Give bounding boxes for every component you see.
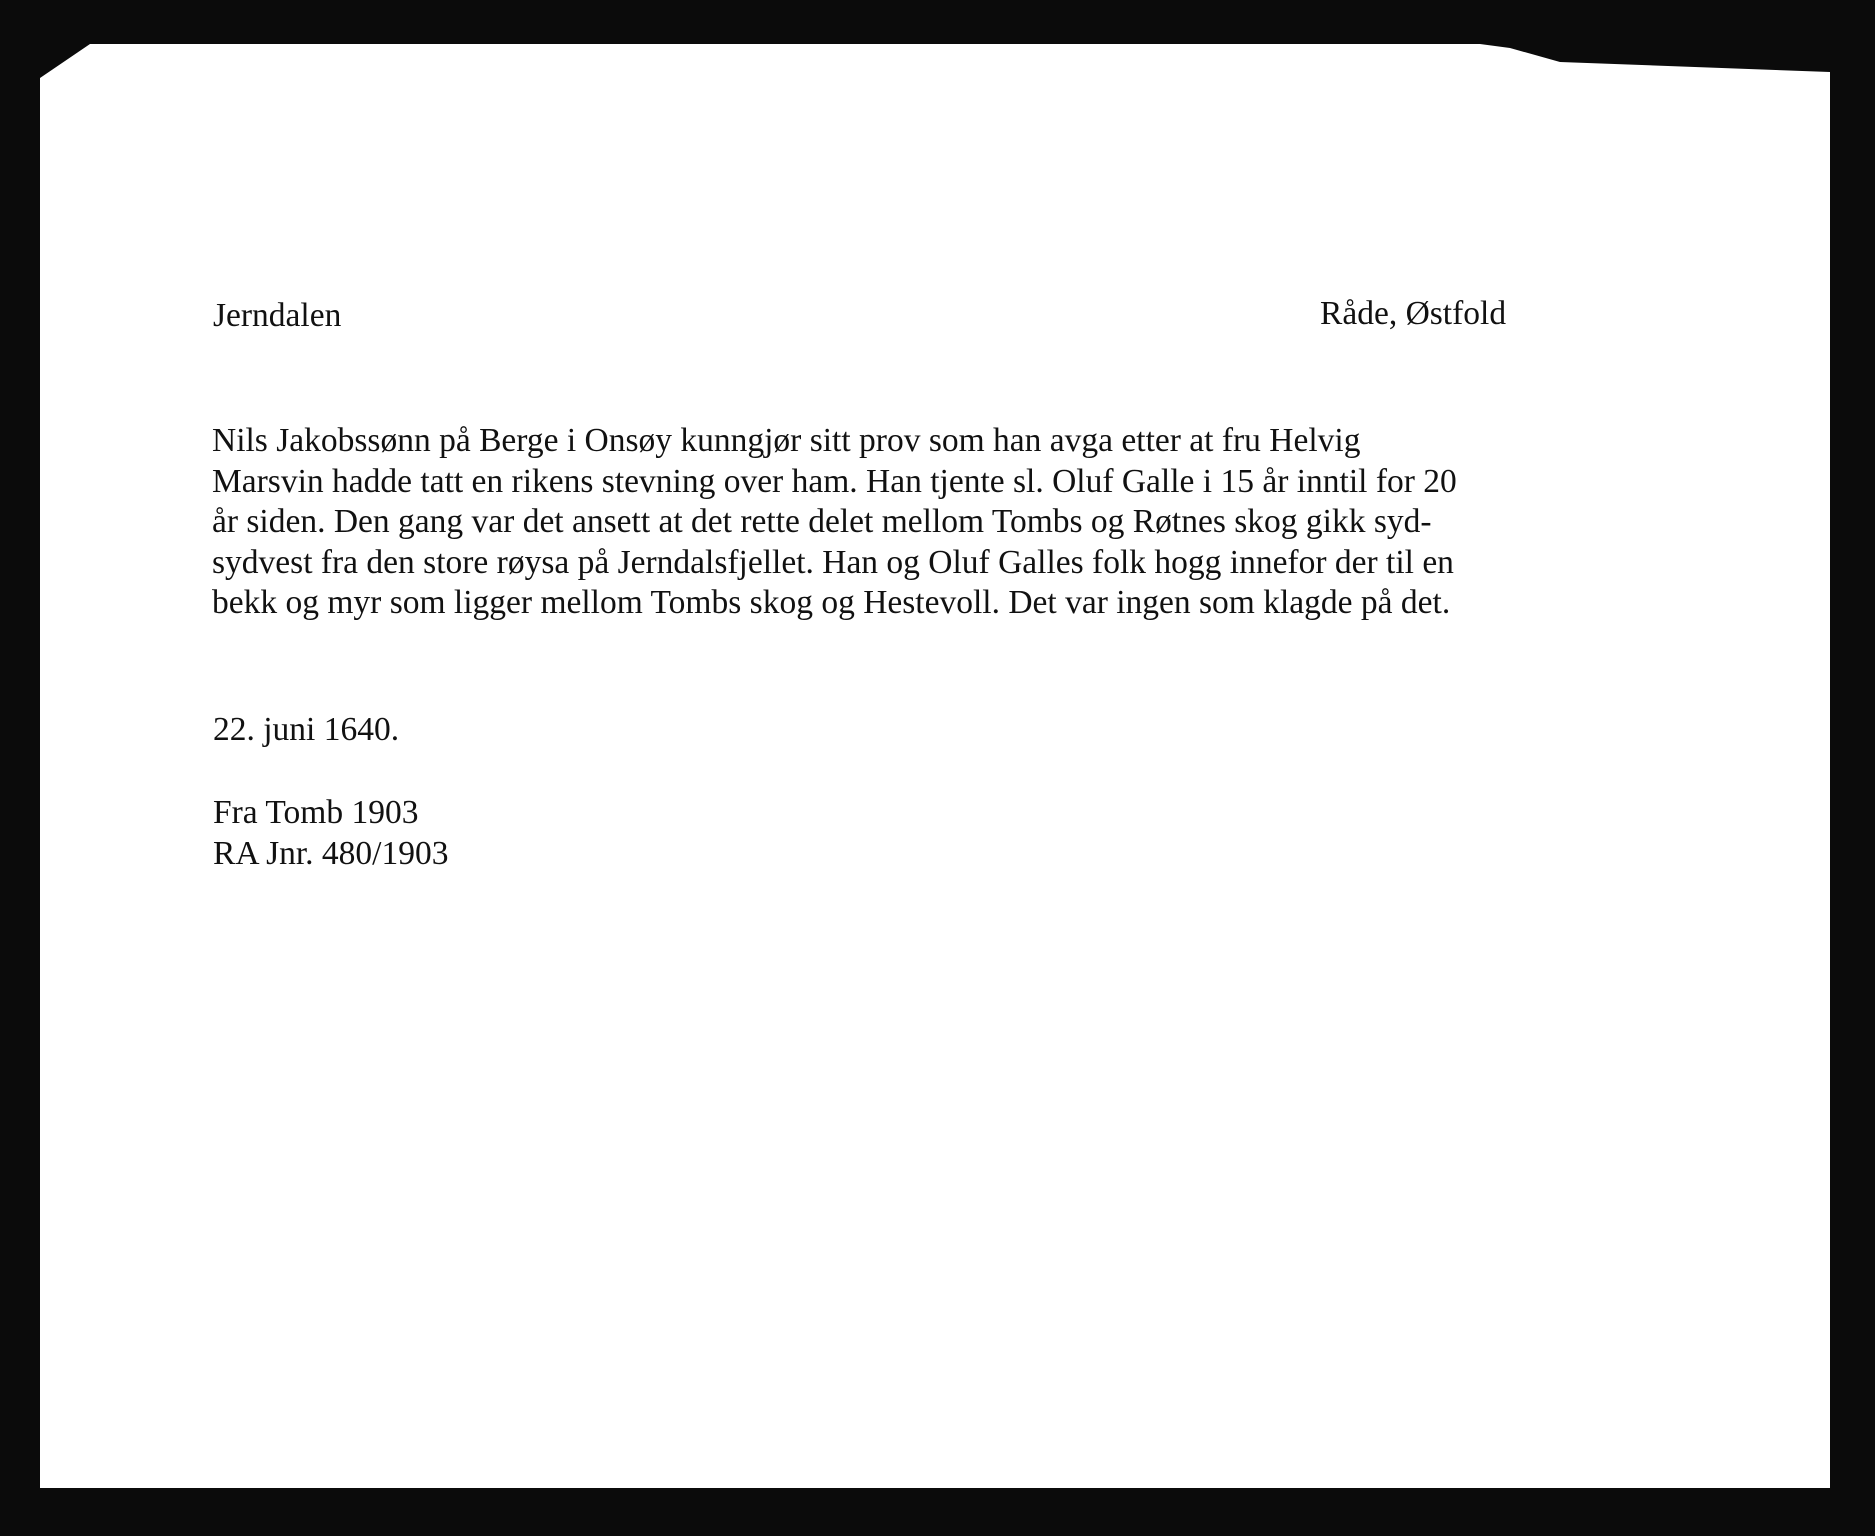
region-name: Råde, Østfold — [1320, 295, 1507, 332]
paper-sheet — [40, 44, 1830, 1488]
body-line: år siden. Den gang var det ansett at det rette delet mellom Tombs og Røtnes skog gikk syd- — [212, 503, 1432, 541]
source-note: Fra Tomb 1903 — [213, 794, 419, 831]
body-line: bekk og myr som ligger mellom Tombs skog og Hestevoll. Det var ingen som klagde på det. — [212, 584, 1451, 622]
body-line: Nils Jakobssønn på Berge i Onsøy kunngjør sitt prov som han avga etter at fru Helvig — [212, 422, 1361, 459]
body-line: sydvest fra den store røysa på Jerndalsfjellet. Han og Oluf Galles folk hogg innefor der til en — [212, 543, 1454, 581]
document-date: 22. juni 1640. — [213, 711, 400, 748]
body-paragraph — [212, 421, 1632, 624]
body-line: Marsvin hadde tatt en rikens stevning over ham. Han tjente sl. Oluf Galle i 15 år inntil for 20 — [212, 462, 1457, 500]
archive-reference: RA Jnr. 480/1903 — [213, 835, 449, 872]
place-name: Jerndalen — [213, 297, 342, 334]
